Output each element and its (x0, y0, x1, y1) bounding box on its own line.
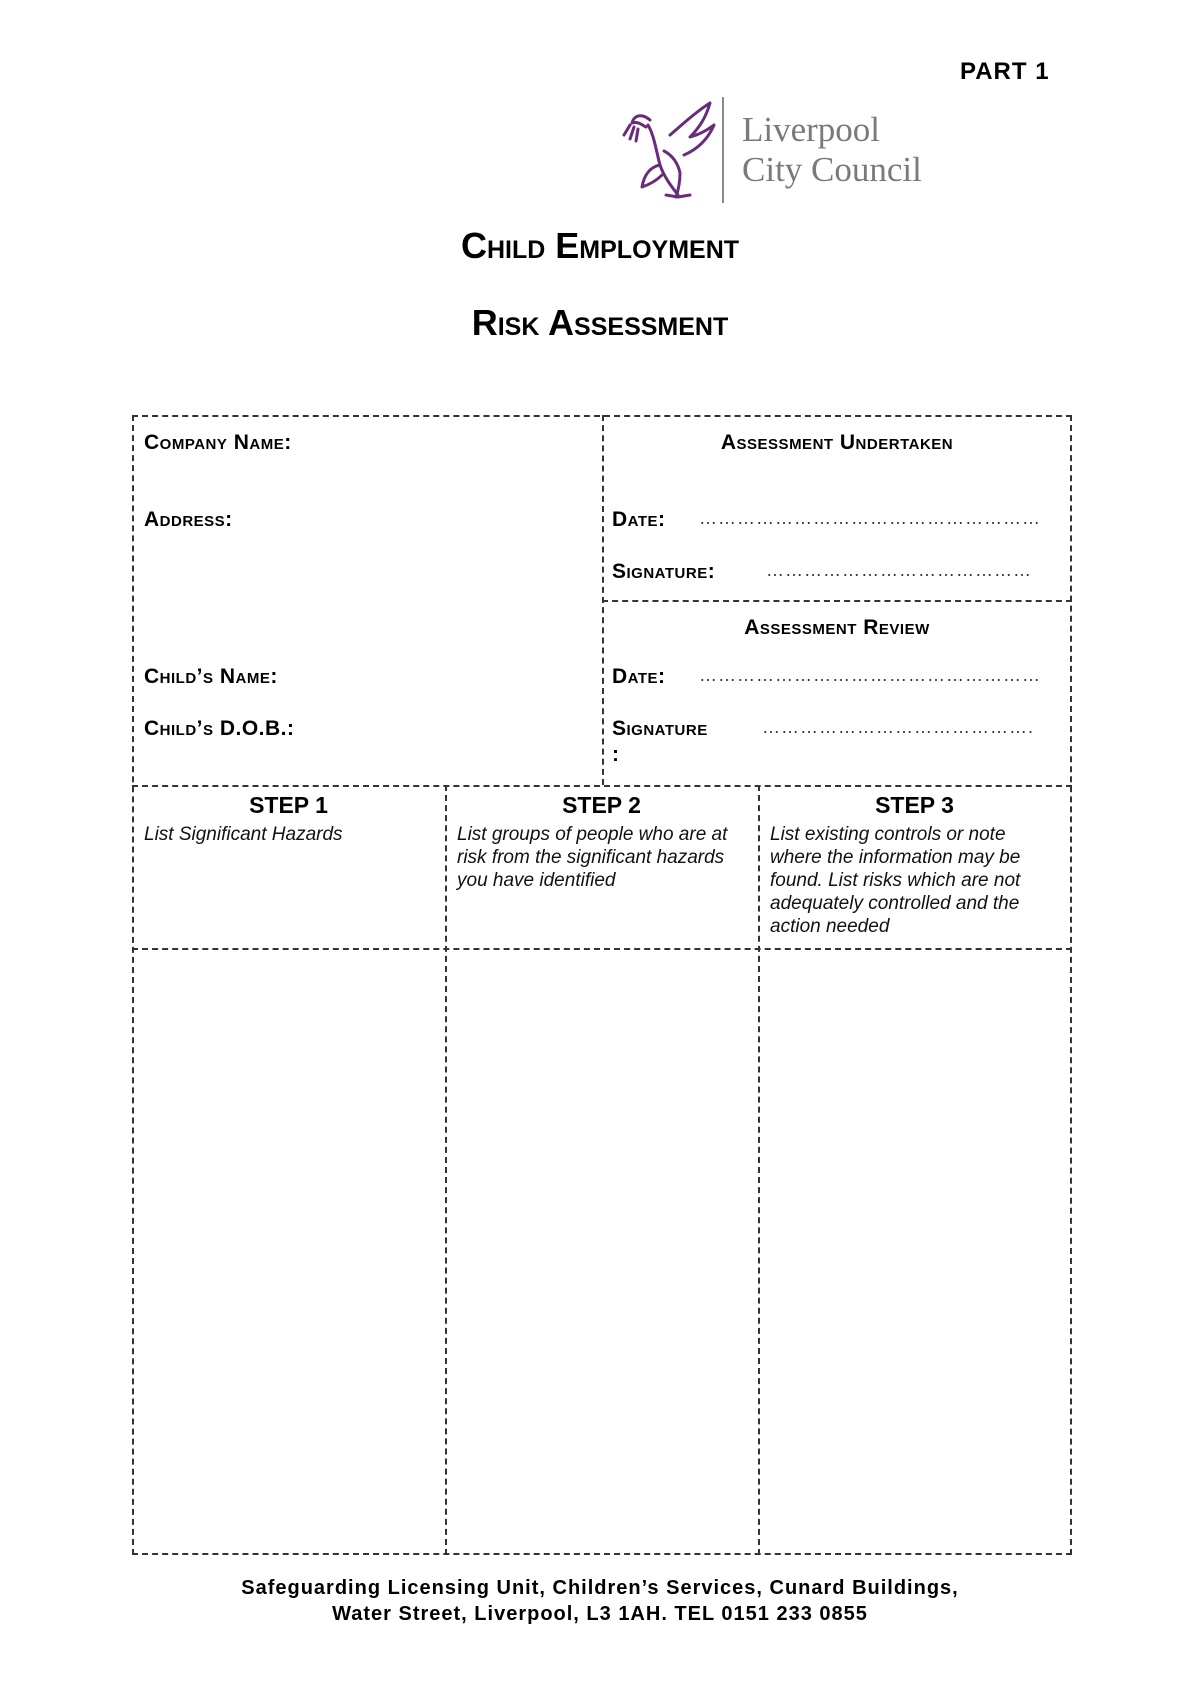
step-1-description: List Significant Hazards (144, 824, 343, 845)
step-1-title: STEP 1 (249, 792, 328, 818)
review-signature-field[interactable]: ……………………………………. (762, 717, 1035, 737)
childs-name-label: Child’s Name: (144, 665, 278, 688)
step-2-title: STEP 2 (562, 792, 641, 818)
undertaken-signature-label: Signature: (612, 560, 716, 583)
review-signature-colon: : (612, 743, 620, 766)
assessment-undertaken-heading: Assessment Undertaken (720, 431, 954, 454)
logo-text (742, 110, 922, 190)
risk-assessment-form (132, 415, 1072, 1555)
form-border-right (1070, 415, 1072, 1555)
form-border-bottom (132, 1553, 1072, 1555)
childs-dob-label: Child’s D.O.B.: (144, 717, 295, 740)
review-signature-label: Signature (612, 717, 708, 740)
logo-divider (722, 97, 724, 203)
assessment-review-heading: Assessment Review (744, 616, 930, 639)
step-3-title: STEP 3 (875, 792, 954, 818)
step-1-entry-area[interactable] (134, 951, 443, 1551)
address-label: Address: (144, 508, 233, 531)
footer-address-line-1: Safeguarding Licensing Unit, Children’s Services, Cunard Buildings, (241, 1577, 959, 1599)
part-number: PART 1 (960, 58, 1050, 85)
undertaken-date-field[interactable]: ……………………………………………… (699, 508, 1041, 528)
liverbird-icon (620, 95, 730, 205)
step-2-description: List groups of people who are at risk from the significant hazards you have identified (457, 824, 728, 891)
logo-line-1: Liverpool (742, 110, 881, 149)
document-subtitle: Risk Assessment (471, 302, 729, 343)
undertaken-signature-field[interactable]: …………………………………… (766, 560, 1032, 580)
review-divider (602, 600, 1072, 602)
review-date-label: Date: (612, 665, 666, 688)
review-date-field[interactable]: ……………………………………………… (699, 665, 1041, 685)
steps-header-line (132, 948, 1072, 950)
document-title: Child Employment (460, 225, 740, 266)
step-3-description: List existing controls or note where the information may be found. List risks which are not adequately controlled and the action needed (770, 824, 1021, 937)
footer-address-line-2: Water Street, Liverpool, L3 1AH. TEL 0151 233 0855 (332, 1603, 868, 1625)
logo-line-2: City Council (742, 150, 922, 189)
undertaken-date-label: Date: (612, 508, 666, 531)
steps-top-line (132, 785, 1072, 787)
step-2-entry-area[interactable] (447, 951, 756, 1551)
step-3-entry-area[interactable] (760, 951, 1068, 1551)
company-name-label: Company Name: (144, 431, 292, 454)
